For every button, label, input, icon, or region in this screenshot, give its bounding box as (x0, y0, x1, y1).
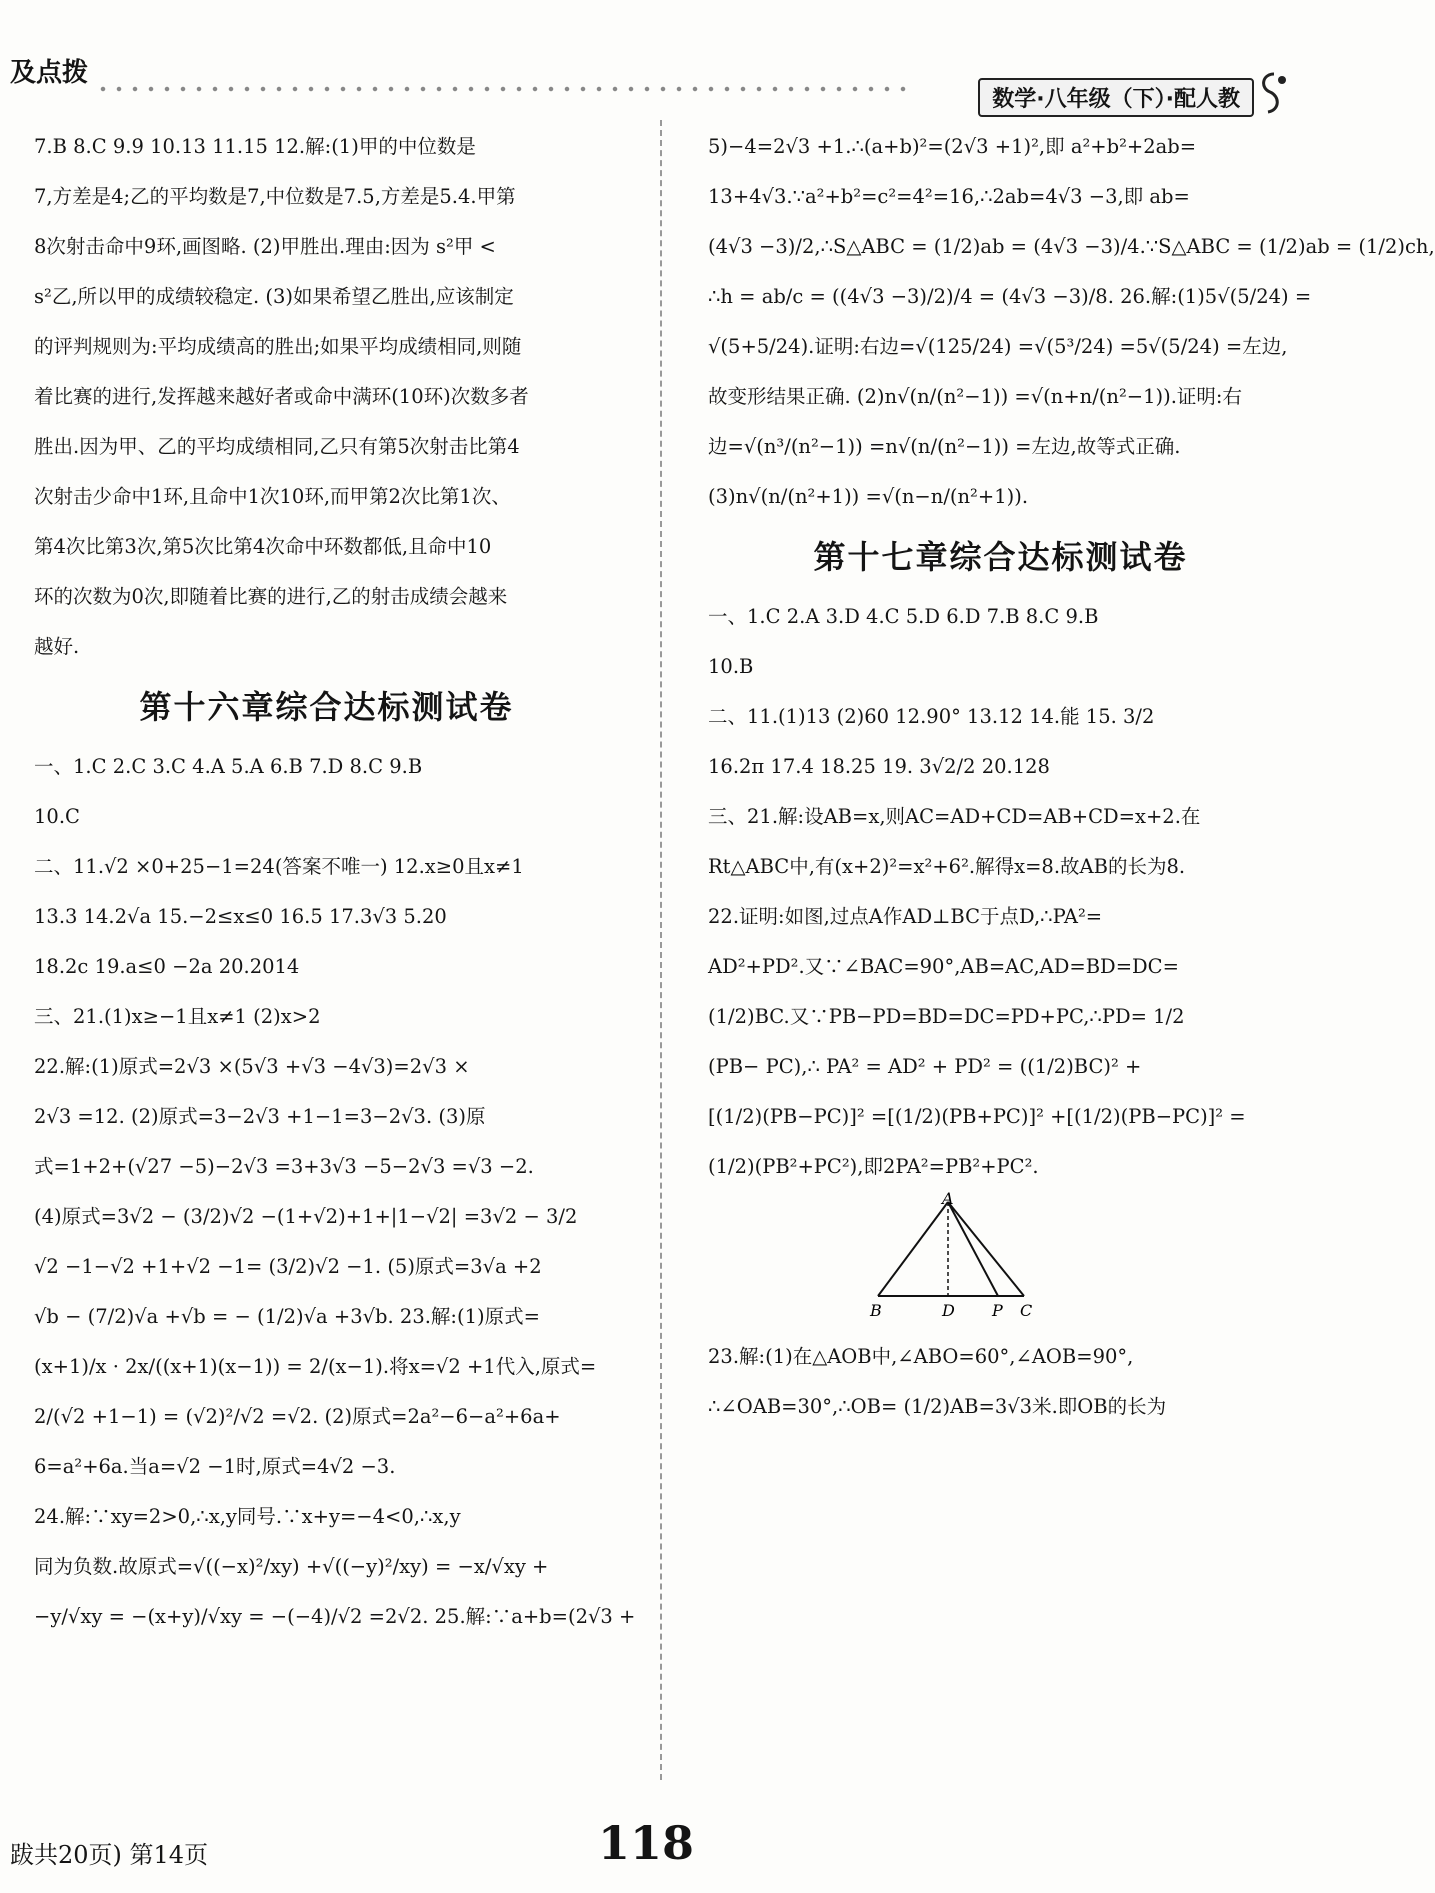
text-line: 边=√(n³/(n²−1)) =n√(n/(n²−1)) =左边,故等式正确. (708, 435, 1181, 458)
chapter-16-answers (34, 742, 636, 1642)
text-line: 2/(√2 +1−1) = (√2)²/√2 =√2. (2)原式=2a²−6−a²+6a+ (34, 1405, 561, 1428)
text-line: s²乙,所以甲的成绩较稳定. (3)如果希望乙胜出,应该制定 (34, 285, 514, 308)
text-line: (4√3 −3)/2,∴S△ABC = (1/2)ab = (4√3 −3)/4.∵S△ABC = (1/2)ab = (1/2)ch, (708, 235, 1435, 258)
text-line: 22.解:(1)原式=2√3 ×(5√3 +√3 −4√3)=2√3 × (34, 1055, 470, 1078)
label-b: B (870, 1301, 882, 1320)
right-column (708, 122, 1435, 1432)
text-line: 5)−4=2√3 +1.∴(a+b)²=(2√3 +1)²,即 a²+b²+2ab= (708, 135, 1197, 158)
text-line: 三、21.解:设AB=x,则AC=AD+CD=AB+CD=x+2.在 (708, 805, 1201, 828)
text-line: 着比赛的进行,发挥越来越好者或命中满环(10环)次数多者 (34, 385, 529, 408)
page-number: 118 (598, 1816, 695, 1870)
text-line: 式=1+2+(√27 −5)−2√3 =3+3√3 −5−2√3 =√3 −2. (34, 1155, 534, 1178)
segment-ap (948, 1202, 998, 1296)
text-line: AD²+PD².又∵∠BAC=90°,AB=AC,AD=BD=DC= (708, 955, 1179, 978)
answer-block-12 (34, 122, 619, 672)
segment-ab (878, 1202, 948, 1296)
text-line: (1/2)BC.又∵PB−PD=BD=DC=PD+PC,∴PD= 1/2 (708, 1005, 1185, 1028)
text-line: √(5+5/24).证明:右边=√(125/24) =√(5³/24) =5√(5/24) =左边, (708, 335, 1288, 358)
section-heading: 第十六章综合达标测试卷 (139, 688, 514, 726)
text-line: 次射击少命中1环,且命中1次10环,而甲第2次比第1次、 (34, 485, 511, 508)
text-line: 18.2c 19.a≤0 −2a 20.2014 (34, 955, 300, 978)
label-a: A (942, 1189, 954, 1208)
column-divider (660, 120, 662, 1780)
triangle-diagram (868, 1189, 1068, 1322)
text-line: (3)n√(n/(n²+1)) =√(n−n/(n²+1)). (708, 485, 1029, 508)
text-line: 一、1.C 2.C 3.C 4.A 5.A 6.B 7.D 8.C 9.B (34, 755, 423, 778)
answer-block-23 (708, 1332, 1293, 1432)
text-line: ∴h = ab/c = ((4√3 −3)/2)/4 = (4√3 −3)/8. 26.解:(1)5√(5/24) = (708, 285, 1312, 308)
text-line: 13+4√3.∵a²+b²=c²=4²=16,∴2ab=4√3 −3,即 ab= (708, 185, 1190, 208)
text-line: 10.B (708, 655, 754, 678)
text-line: 二、11.√2 ×0+25−1=24(答案不唯一) 12.x≥0且x≠1 (34, 855, 524, 878)
text-line: −y/√xy = −(x+y)/√xy = −(−4)/√2 =2√2. 25.解:∵a+b=(2√3 + (34, 1605, 636, 1628)
left-column (34, 122, 636, 1642)
text-line: 二、11.(1)13 (2)60 12.90° 13.12 14.能 15. 3/2 (708, 705, 1155, 728)
header-subject-badge: 数学·八年级（下）·配人教 (978, 78, 1254, 117)
answer-block-25-26 (708, 122, 1435, 522)
text-line: 24.解:∵xy=2>0,∴x,y同号.∵x+y=−4<0,∴x,y (34, 1505, 461, 1528)
label-c: C (1020, 1301, 1033, 1320)
label-d: D (942, 1301, 955, 1320)
text-line: 同为负数.故原式=√((−x)²/xy) +√((−y)²/xy) = −x/√xy + (34, 1555, 549, 1578)
text-line: √b − (7/2)√a +√b = − (1/2)√a +3√b. 23.解:(1)原式= (34, 1305, 540, 1328)
text-line: 13.3 14.2√a 15.−2≤x≤0 16.5 17.3√3 5.20 (34, 905, 447, 928)
header-left-title: 及点拨 (10, 58, 89, 88)
header-dotted-rule (95, 86, 915, 92)
text-line: 环的次数为0次,即随着比赛的进行,乙的射击成绩会越来 (34, 585, 508, 608)
text-line: Rt△ABC中,有(x+2)²=x²+6².解得x=8.故AB的长为8. (708, 855, 1186, 878)
chapter-17-answers (708, 592, 1293, 1192)
text-line: (x+1)/x · 2x/((x+1)(x−1)) = 2/(x−1).将x=√2 +1代入,原式= (34, 1355, 597, 1378)
text-line: 10.C (34, 805, 80, 828)
section-heading: 第十七章综合达标测试卷 (813, 538, 1188, 576)
text-line: 的评判规则为:平均成绩高的胜出;如果平均成绩相同,则随 (34, 335, 522, 358)
footer-page-info: 跋共20页) 第14页 (10, 1841, 209, 1869)
text-line: 2√3 =12. (2)原式=3−2√3 +1−1=3−2√3. (3)原 (34, 1105, 486, 1128)
text-line: √2 −1−√2 +1+√2 −1= (3/2)√2 −1. (5)原式=3√a +2 (34, 1255, 542, 1278)
text-line: 胜出.因为甲、乙的平均成绩相同,乙只有第5次射击比第4 (34, 435, 520, 458)
text-line: 三、21.(1)x≥−1且x≠1 (2)x>2 (34, 1005, 321, 1028)
brand-logo-icon (1256, 70, 1292, 118)
text-line: 越好. (34, 635, 80, 658)
label-p: P (992, 1301, 1003, 1320)
text-line: 7,方差是4;乙的平均数是7,中位数是7.5,方差是5.4.甲第 (34, 185, 516, 208)
text-line: 故变形结果正确. (2)n√(n/(n²−1)) =√(n+n/(n²−1)).证明:右 (708, 385, 1242, 408)
text-line: 7.B 8.C 9.9 10.13 11.15 12.解:(1)甲的中位数是 (34, 135, 476, 158)
text-line: 一、1.C 2.A 3.D 4.C 5.D 6.D 7.B 8.C 9.B (708, 605, 1099, 628)
text-line: (PB− PC),∴ PA² = AD² + PD² = ((1/2)BC)² + (708, 1055, 1142, 1078)
text-line: [(1/2)(PB−PC)]² =[(1/2)(PB+PC)]² +[(1/2)(PB−PC)]² = (708, 1105, 1246, 1128)
text-line: 6=a²+6a.当a=√2 −1时,原式=4√2 −3. (34, 1455, 396, 1478)
text-line: 22.证明:如图,过点A作AD⊥BC于点D,∴PA²= (708, 905, 1103, 928)
text-line: (1/2)(PB²+PC²),即2PA²=PB²+PC². (708, 1155, 1039, 1178)
text-line: 8次射击命中9环,画图略. (2)甲胜出.理由:因为 s²甲 < (34, 235, 496, 258)
triangle-figure (708, 1189, 1293, 1332)
text-line: 16.2π 17.4 18.25 19. 3√2/2 20.128 (708, 755, 1050, 778)
segment-ac (948, 1202, 1024, 1296)
text-line: ∴∠OAB=30°,∴OB= (1/2)AB=3√3米.即OB的长为 (708, 1395, 1167, 1418)
text-line: 23.解:(1)在△AOB中,∠ABO=60°,∠AOB=90°, (708, 1345, 1134, 1368)
text-line: (4)原式=3√2 − (3/2)√2 −(1+√2)+1+|1−√2| =3√2 − 3/2 (34, 1205, 578, 1228)
text-line: 第4次比第3次,第5次比第4次命中环数都低,且命中10 (34, 535, 492, 558)
